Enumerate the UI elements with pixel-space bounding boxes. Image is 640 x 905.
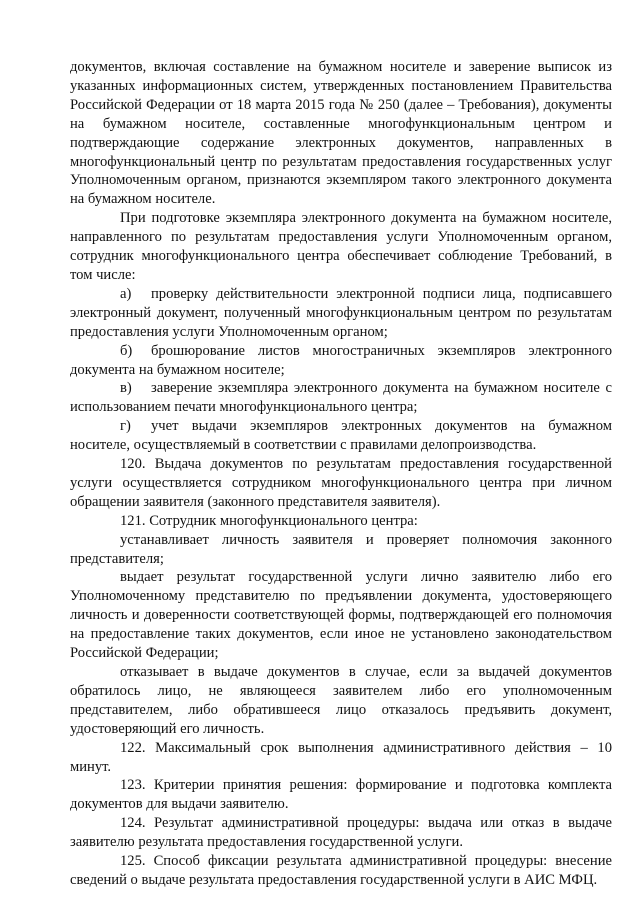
paragraph-121-issue: выдает результат государственной услуги лично заявителю либо его Уполномоченному представителю по предъявлении документа, удостоверяющего личность и доверенности соответствующей формы, подтверждающей его полномочия на предоставление таких документов, если иное не установлено законодательством Российской Федерации; xyxy=(70,569,612,662)
paragraph-continuation: документов, включая составление на бумажном носителе и заверение выписок из указанных информационных систем, утвержденных постановлением Правительства Российской Федерации от 18 марта 2015 года № 250 (далее – Требования), документы на бумажном носителе, составленные многофункциональным центром и подтверждающие содержание электронных документов, направленных в многофункциональный центр по результатам предоставления государственных услуг Уполномоченным органом, признаются экземпляром такого электронного документа на бумажном носителе. xyxy=(70,59,612,208)
subitem-text: проверку действительности электронной подписи лица, подписавшего электронный документ, полученный многофункциональным центром по результатам предоставления услуги Уполномоченным органом; xyxy=(70,285,612,340)
subitem-text: учет выдачи экземпляров электронных документов на бумажном носителе, осуществляемый в соответствии с правилами делопроизводства. xyxy=(70,418,612,454)
subitem-marker: б) xyxy=(120,342,133,359)
subitem-text: заверение экземпляра электронного документа на бумажном носителе с использованием печати многофункционального центра; xyxy=(70,380,612,416)
subitem-a xyxy=(70,285,612,342)
subitem-marker: а) xyxy=(120,285,132,302)
subitem-text: брошюрование листов многостраничных экземпляров электронного документа на бумажном носителе; xyxy=(70,342,612,378)
document-page xyxy=(70,58,612,890)
subitem-g xyxy=(70,417,612,455)
paragraph-123: 123. Критерии принятия решения: формирование и подготовка комплекта документов для выдачи заявителю. xyxy=(70,777,612,813)
paragraph-125: 125. Способ фиксации результата административной процедуры: внесение сведений о выдаче результата предоставления государственной услуги в АИС МФЦ. xyxy=(70,853,612,888)
paragraph-122: 122. Максимальный срок выполнения административного действия – 10 минут. xyxy=(70,739,612,775)
paragraph-120: 120. Выдача документов по результатам предоставления государственной услуги осуществляется сотрудником многофункционального центра при личном обращении заявителя (законного представителя заявителя). xyxy=(70,456,612,510)
subitem-marker: г) xyxy=(120,418,131,435)
paragraph-121: 121. Сотрудник многофункционального центра: xyxy=(120,512,418,529)
paragraph-121-refuse: отказывает в выдаче документов в случае, если за выдачей документов обратилось лицо, не являющееся заявителем либо его уполномоченным представителем, либо обратившееся лицо отказалось предъявить документ, удостоверяющий его личность. xyxy=(70,664,612,737)
subitem-v xyxy=(70,379,612,417)
paragraph-124: 124. Результат административной процедуры: выдача или отказ в выдаче заявителю результата предоставления государственной услуги. xyxy=(70,815,612,851)
paragraph-preparation: При подготовке экземпляра электронного документа на бумажном носителе, направленного по результатам предоставления услуги Уполномоченным органом, сотрудник многофункционального центра обеспечивает соблюдение Требований, в том числе: xyxy=(70,210,612,283)
paragraph-121-identify: устанавливает личность заявителя и проверяет полномочия законного представителя; xyxy=(70,531,612,567)
subitem-marker: в) xyxy=(120,380,132,397)
subitem-b xyxy=(70,342,612,380)
